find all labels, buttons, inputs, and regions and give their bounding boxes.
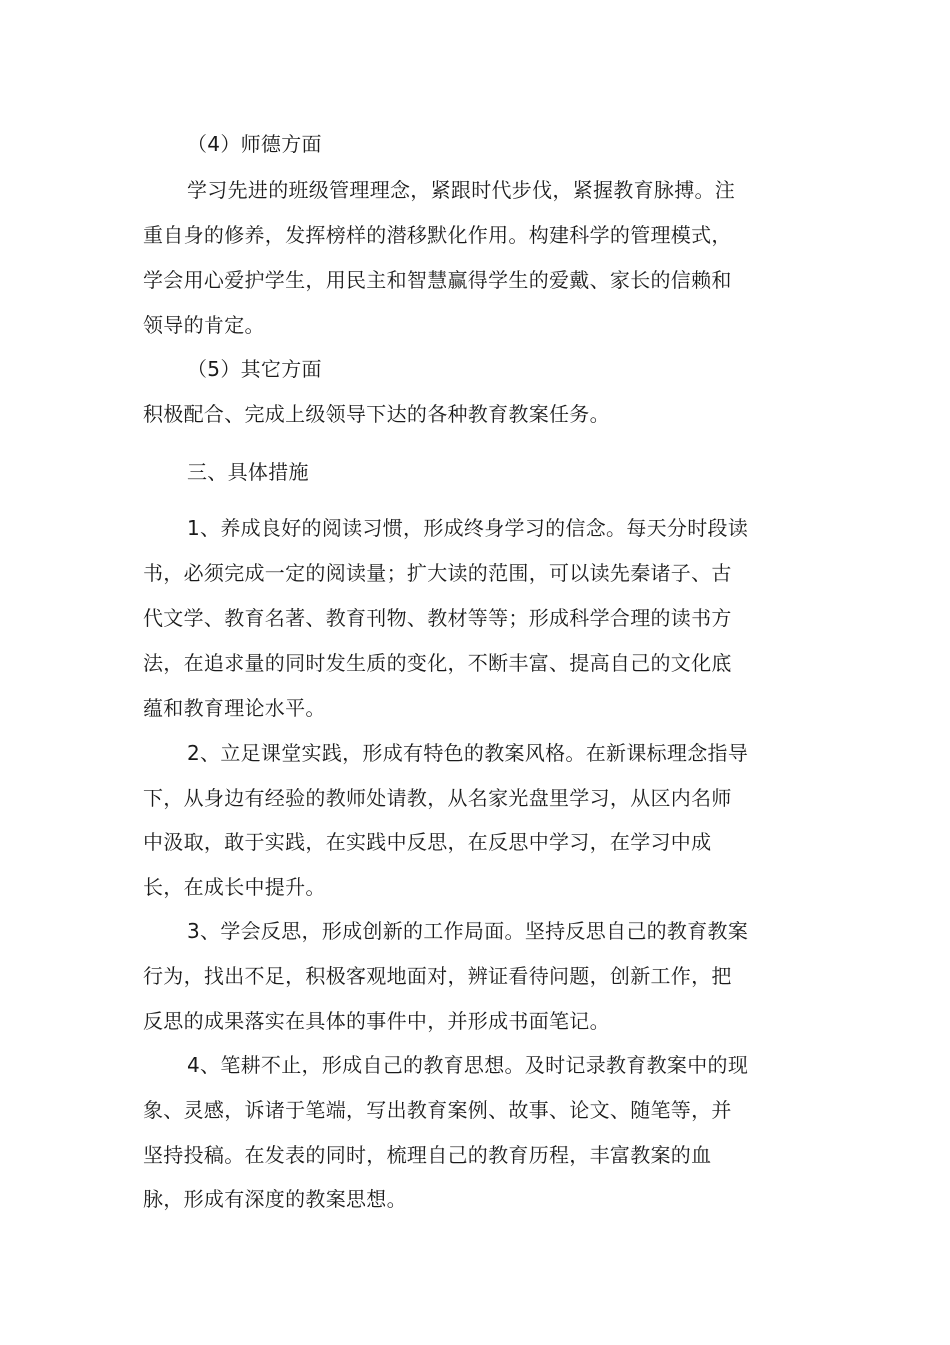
- section-5-heading: （5）其它方面: [187, 357, 322, 381]
- paragraph-line: 积极配合、完成上级领导下达的各种教育教案任务。: [143, 402, 610, 426]
- paragraph-line: 反思的成果落实在具体的事件中，并形成书面笔记。: [143, 1009, 610, 1033]
- paragraph-line: 学习先进的班级管理理念，紧跟时代步伐，紧握教育脉搏。注: [187, 178, 736, 202]
- section-4-heading: （4）师德方面: [187, 132, 322, 156]
- paragraph-line: 学会用心爱护学生，用民主和智慧赢得学生的爱戴、家长的信赖和: [143, 268, 732, 292]
- paragraph-line: 书，必须完成一定的阅读量；扩大读的范围，可以读先秦诸子、古: [143, 561, 732, 585]
- paragraph-line: 长，在成长中提升。: [143, 875, 326, 899]
- paragraph-line: 3、学会反思，形成创新的工作局面。坚持反思自己的教育教案: [187, 919, 749, 943]
- part-3-heading: 三、具体措施: [187, 460, 309, 484]
- paragraph-line: 坚持投稿。在发表的同时，梳理自己的教育历程，丰富教案的血: [143, 1143, 712, 1167]
- paragraph-line: 2、立足课堂实践，形成有特色的教案风格。在新课标理念指导: [187, 741, 749, 765]
- paragraph-line: 领导的肯定。: [143, 313, 265, 337]
- paragraph-line: 下，从身边有经验的教师处请教，从名家光盘里学习，从区内名师: [143, 786, 732, 810]
- paragraph-line: 中汲取，敢于实践，在实践中反思，在反思中学习，在学习中成: [143, 830, 712, 854]
- paragraph-line: 法，在追求量的同时发生质的变化，不断丰富、提高自己的文化底: [143, 651, 732, 675]
- paragraph-line: 代文学、教育名著、教育刊物、教材等等；形成科学合理的读书方: [143, 606, 732, 630]
- paragraph-line: 蕴和教育理论水平。: [143, 696, 326, 720]
- paragraph-line: 脉，形成有深度的教案思想。: [143, 1187, 407, 1211]
- paragraph-line: 行为，找出不足，积极客观地面对，辨证看待问题，创新工作，把: [143, 964, 732, 988]
- paragraph-line: 重自身的修养，发挥榜样的潜移默化作用。构建科学的管理模式，: [143, 223, 732, 247]
- paragraph-line: 象、灵感，诉诸于笔端，写出教育案例、故事、论文、随笔等，并: [143, 1098, 732, 1122]
- paragraph-line: 4、笔耕不止，形成自己的教育思想。及时记录教育教案中的现: [187, 1053, 749, 1077]
- paragraph-line: 1、养成良好的阅读习惯，形成终身学习的信念。每天分时段读: [187, 516, 749, 540]
